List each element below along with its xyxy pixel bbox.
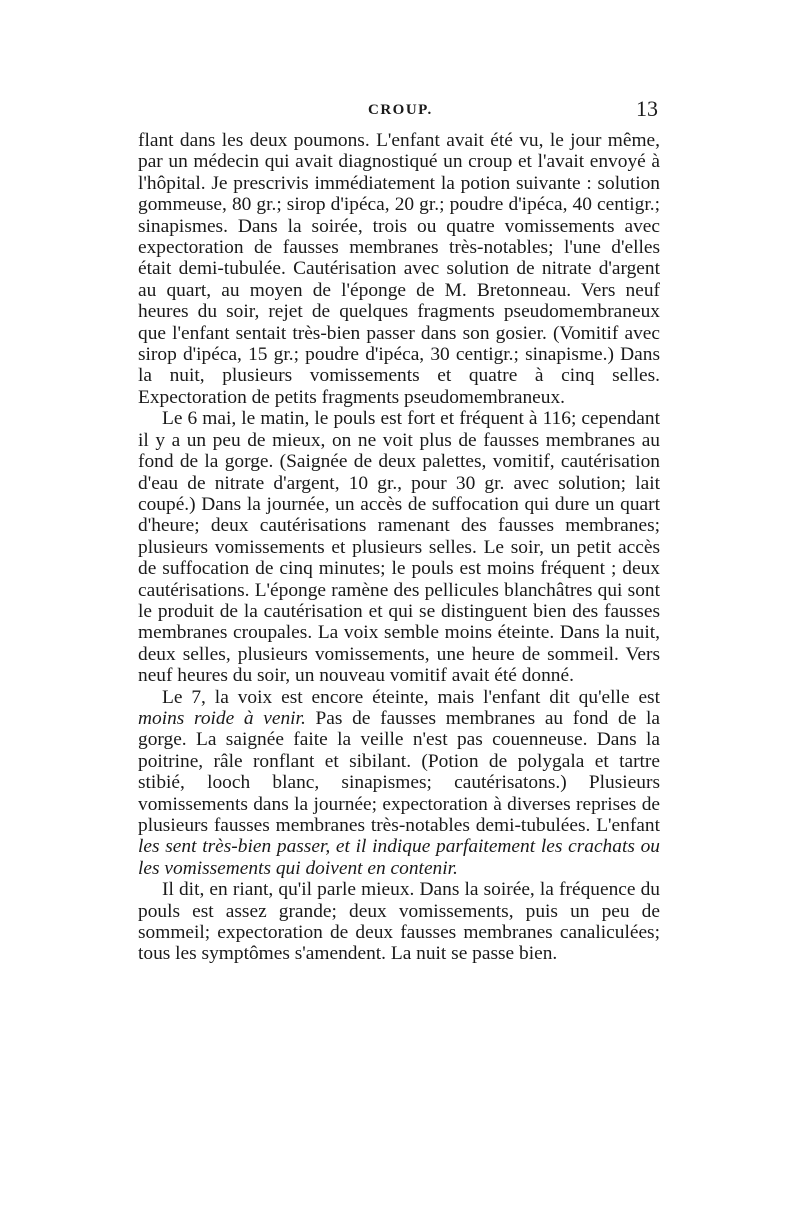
text-run: Il dit, en riant, qu'il parle mieux. Dans la soirée, la fréquence du pouls est assez grande; deux vomissements, puis un peu de sommeil; expectoration de deux fausses membranes canaliculées; tous les symptômes s'amendent. La nuit se passe bien. <box>138 879 660 965</box>
paragraph-1 <box>138 130 660 408</box>
italic-quote: les sent très-bien passer, et il indique parfaitement les crachats ou les vomissements qui doivent en contenir. <box>138 836 660 879</box>
paragraph-3 <box>138 687 660 880</box>
page-number: 13 <box>636 96 658 121</box>
text-run: flant dans les deux poumons. L'enfant avait été vu, le jour même, par un médecin qui avait diagnostiqué un croup et l'avait envoyé à l'hôpital. Je prescrivis immédiatement la potion suivante : solution gommeuse, 80 gr.; sirop d'ipéca, 20 gr.; poudre d'ipéca, 40 centigr.; sinapismes. Dans la soirée, trois ou quatre vomissements avec expectoration de fausses membranes très-notables; l'une d'elles était demi-tubulée. Cautérisation avec solution de nitrate d'argent au quart, au moyen de l'éponge de M. Bretonneau. Vers neuf heures du soir, rejet de quelques fragments pseudomembraneux que l'enfant sentait très-bien passer dans son gosier. (Vomitif avec sirop d'ipéca, 15 gr.; poudre d'ipéca, 30 centigr.; sinapisme.) Dans la nuit, plusieurs vomissements et quatre à cinq selles. Expectoration de petits fragments pseudomembraneux. <box>138 130 660 408</box>
text-run: Pas de fausses membranes au fond de la gorge. La saignée faite la veille n'est pas couenneuse. Dans la poitrine, râle ronflant et sibilant. (Potion de polygala et tartre stibié, looch blanc, sinapismes; cautérisatons.) Plusieurs vomissements dans la journée; expectoration à diverses reprises de plusieurs fausses membranes très-notables demi-tubulées. L'enfant <box>138 707 660 836</box>
text-run: Le 7, la voix est encore éteinte, mais l'enfant dit qu'elle est <box>162 686 660 708</box>
body-text <box>138 130 660 965</box>
text-run: Le 6 mai, le matin, le pouls est fort et fréquent à 116; cependant il y a un peu de mieux, on ne voit plus de fausses membranes au fond de la gorge. (Saignée de deux palettes, vomitif, cautérisation d'eau de nitrate d'argent, 10 gr., pour 30 gr. avec solution; lait coupé.) Dans la journée, un accès de suffocation qui dure un quart d'heure; deux cautérisations ramenant des fausses membranes; plusieurs vomissements et plusieurs selles. Le soir, un petit accès de suffocation de cinq minutes; le pouls est moins fréquent ; deux cautérisations. L'éponge ramène des pellicules blanchâtres qui sont le produit de la cautérisation et qui se distinguent bien des fausses membranes croupales. La voix semble moins éteinte. Dans la nuit, deux selles, plusieurs vomissements, une heure de sommeil. Vers neuf heures du soir, un nouveau vomitif avait été donné. <box>138 408 660 687</box>
running-title: CROUP. <box>368 102 433 118</box>
page-header <box>138 96 658 124</box>
paragraph-2 <box>138 408 660 686</box>
italic-quote: moins roide à venir. <box>138 707 306 729</box>
paragraph-4 <box>138 879 660 965</box>
